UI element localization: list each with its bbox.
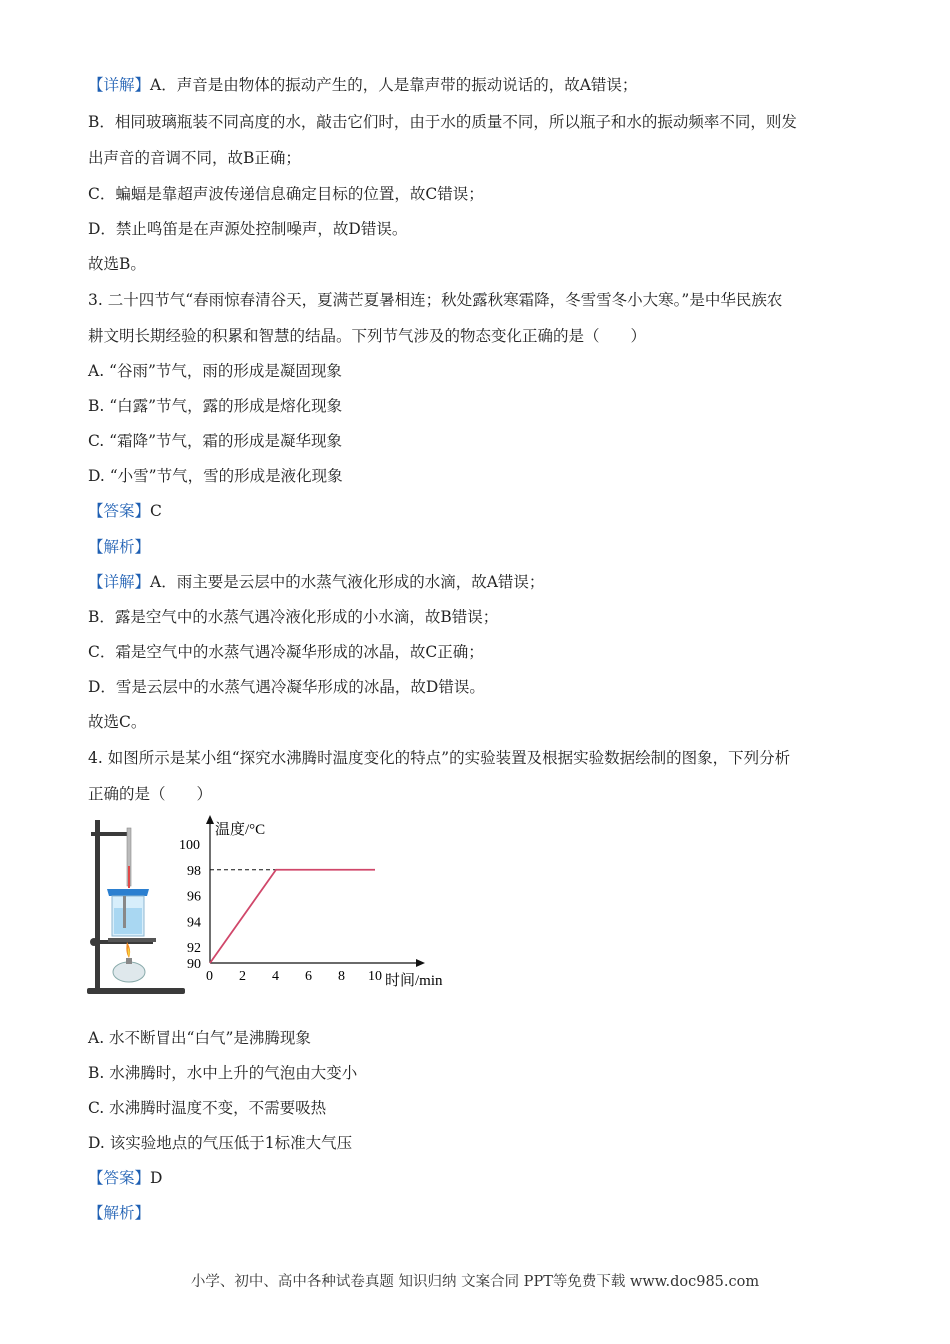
q4-option-a: A. 水不断冒出“白气”是沸腾现象 xyxy=(88,1029,311,1047)
q2-conclusion: 故选B。 xyxy=(88,255,146,273)
q3-detail-line-b: B．露是空气中的水蒸气遇冷液化形成的小水滴，故B错误； xyxy=(88,608,499,626)
q4-figure xyxy=(85,812,465,1002)
y-axis-label: 温度/°C xyxy=(215,822,266,838)
q3-analysis-tag: 【解析】 xyxy=(88,538,151,556)
x-axis-label: 时间/min xyxy=(385,973,443,989)
q4-answer xyxy=(88,1168,162,1188)
y-axis-arrow xyxy=(206,815,214,824)
q4-option-b: B. 水沸腾时，水中上升的气泡由大变小 xyxy=(88,1064,358,1082)
x-tick-label: 10 xyxy=(368,969,382,984)
y-tick-label: 98 xyxy=(187,863,201,879)
q3-stem-line2: 耕文明长期经验的积累和智慧的结晶。下列节气涉及的物态变化正确的是（ ） xyxy=(88,327,647,345)
q3-conclusion: 故选C。 xyxy=(88,713,147,731)
page-footer: 小学、初中、高中各种试卷真题 知识归纳 文案合同 PPT等免费下载 www.doc985.com xyxy=(190,1274,760,1290)
answer-value: C xyxy=(150,502,162,520)
q3-detail-line-d: D．雪是云层中的水蒸气遇冷凝华形成的冰晶，故D错误。 xyxy=(88,678,485,696)
boiling-apparatus-illustration xyxy=(87,820,185,994)
detail-tag: 【详解】 xyxy=(88,76,151,94)
detail-tag: 【详解】 xyxy=(88,573,151,591)
x-tick-label: 2 xyxy=(239,969,246,984)
x-tick-label: 8 xyxy=(338,969,345,984)
q3-answer xyxy=(88,501,162,521)
x-tick-label: 6 xyxy=(305,969,312,984)
answer-value: D xyxy=(150,1169,163,1187)
q4-stem-line2: 正确的是（ ） xyxy=(88,785,213,803)
y-tick-label: 94 xyxy=(187,915,201,931)
q3-detail-line-c: C．霜是空气中的水蒸气遇冷凝华形成的冰晶，故C正确； xyxy=(88,643,484,661)
q4-option-c: C. 水沸腾时温度不变，不需要吸热 xyxy=(88,1099,327,1117)
x-tick-label: 0 xyxy=(206,969,213,984)
q3-option-d: D. “小雪”节气，雪的形成是液化现象 xyxy=(88,467,343,485)
q3-option-b: B. “白露”节气，露的形成是熔化现象 xyxy=(88,397,343,415)
q4-analysis-tag: 【解析】 xyxy=(88,1204,151,1222)
q3-option-c: C. “霜降”节气，霜的形成是凝华现象 xyxy=(88,432,343,450)
q2-detail-line-d: D．禁止鸣笛是在声源处控制噪声，故D错误。 xyxy=(88,220,408,238)
y-tick-label: 92 xyxy=(187,941,201,956)
q2-detail-line-b1: B．相同玻璃瓶装不同高度的水，敲击它们时，由于水的质量不同，所以瓶子和水的振动频率不同，则发 xyxy=(88,113,797,131)
y-tick-label: 90 xyxy=(187,957,201,972)
q4-stem-line1: 4. 如图所示是某小组“探究水沸腾时温度变化的特点”的实验装置及根据实验数据绘制的图象，下列分析 xyxy=(88,749,791,767)
temperature-time-chart xyxy=(179,815,443,989)
q2-detail-line-c: C．蝙蝠是靠超声波传递信息确定目标的位置，故C错误； xyxy=(88,185,484,203)
temperature-series-line xyxy=(210,870,375,963)
y-tick-label: 100 xyxy=(179,838,200,853)
x-axis-arrow xyxy=(416,959,425,967)
q4-figure-svg xyxy=(85,812,465,1002)
answer-tag: 【答案】 xyxy=(88,502,151,520)
q3-option-a: A. “谷雨”节气，雨的形成是凝固现象 xyxy=(88,362,342,380)
q4-option-d: D. 该实验地点的气压低于1标准大气压 xyxy=(88,1134,353,1152)
x-tick-label: 4 xyxy=(272,969,279,984)
q2-detail-line-a: 【详解】A．声音是由物体的振动产生的，人是靠声带的振动说话的，故A错误； xyxy=(88,76,638,94)
y-tick-label: 96 xyxy=(187,889,201,905)
q3-detail-line-a: 【详解】A．雨主要是云层中的水蒸气液化形成的水滴，故A错误； xyxy=(88,573,545,591)
q2-detail-line-b2: 出声音的音调不同，故B正确； xyxy=(88,149,301,167)
q3-stem-line1: 3. 二十四节气“春雨惊春清谷天，夏满芒夏暑相连；秋处露秋寒霜降，冬雪雪冬小大寒。”是中华民族农 xyxy=(88,291,783,309)
answer-tag: 【答案】 xyxy=(88,1169,151,1187)
